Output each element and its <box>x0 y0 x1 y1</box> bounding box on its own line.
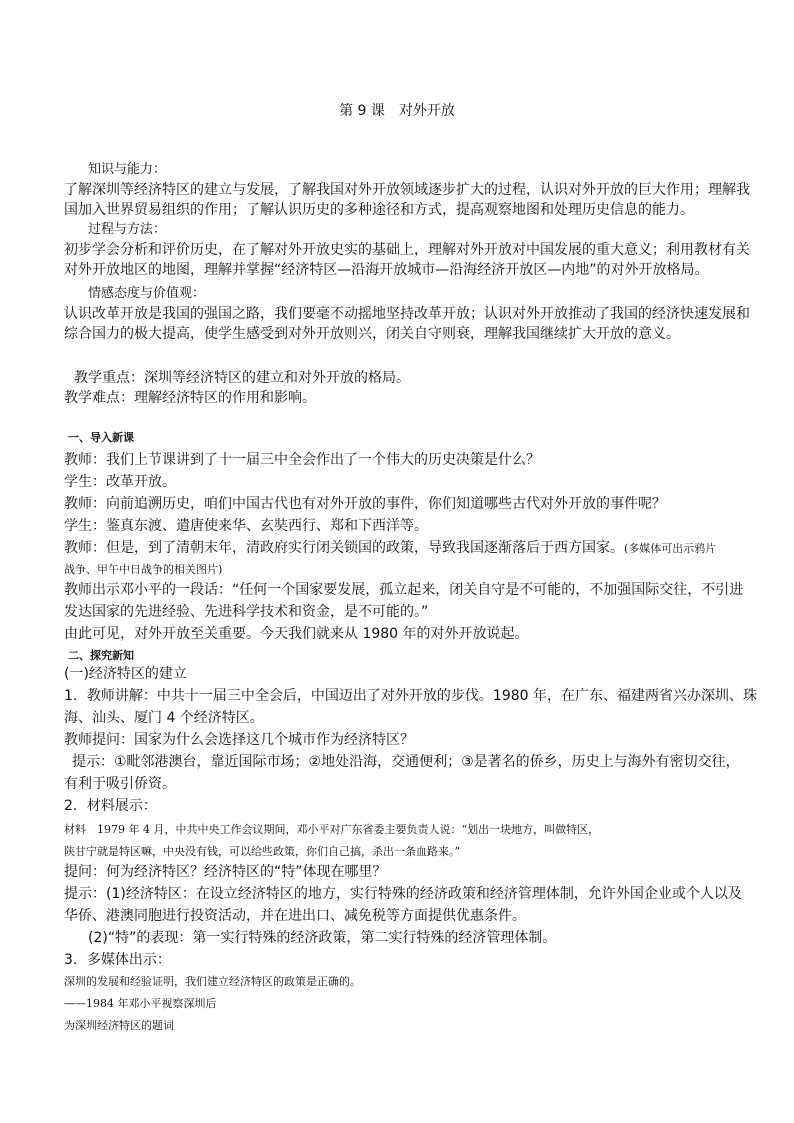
goal-heading-process: 过程与方法： <box>88 222 167 237</box>
section2-material-cont: 陕甘宁就是特区嘛，中央没有钱，可以给些政策，你们自己搞，杀出一条血路来。” <box>64 845 461 858</box>
section1-heading: 一、导入新课 <box>68 431 134 444</box>
section2-hint-2-cont: 华侨、港澳同胞进行投资活动，并在进出口、减免税等方面提供优惠条件。 <box>64 908 526 924</box>
goal-text-knowledge-1: 了解深圳等经济特区的建立与发展，了解我国对外开放领域逐步扩大的过程，认识对外开放的巨大作用；理解我 <box>64 182 750 198</box>
section2-material: 材料 1979 年 4 月，中共中央工作会议期间，邓小平对广东省委主要负责人说：“划出一块地方，叫做特区， <box>64 823 600 836</box>
goal-text-values-1: 认识改革开放是我国的强国之路，我们要毫不动摇地坚持改革开放；认识对外开放推动了我国的经济快速发展和 <box>64 306 750 322</box>
goal-text-process-2: 对外开放地区的地图，理解并掌握“经济特区—沿海开放城市—沿海经济开放区—内地”的对外开放格局。 <box>64 262 709 278</box>
section2-item-1: 1．教师讲解：中共十一届三中全会后，中国迈出了对外开放的步伐。1980 年，在广东、福建两省兴办深圳、珠 <box>64 688 757 704</box>
section2-quote-caption: 为深圳经济特区的题词 <box>64 1019 174 1032</box>
section1-line-5-cont: 战争、甲午中日战争的相关图片) <box>64 563 223 576</box>
goal-text-values-2: 综合国力的极大提高，使学生感受到对外开放则兴，闭关自守则衰，理解我国继续扩大开放的意义。 <box>64 326 680 342</box>
section1-line-6-cont: 发达国家的先进经验、先进科学技术和资金，是不可能的。” <box>64 604 429 620</box>
section2-subheading: (一)经济特区的建立 <box>64 666 187 682</box>
section2-item-3: 3．多媒体出示： <box>64 952 171 968</box>
goal-text-process-1: 初步学会分析和评价历史，在了解对外开放史实的基础上，理解对外开放对中国发展的重大意义；利用教材有关 <box>64 242 750 258</box>
section2-heading: 二、探究新知 <box>68 649 134 662</box>
section2-question-1: 教师提问：国家为什么会选择这几个城市作为经济特区？ <box>64 732 414 748</box>
section1-line-4: 学生：鉴真东渡、遣唐使来华、玄奘西行、郑和下西洋等。 <box>64 518 428 534</box>
goal-text-knowledge-2: 国加入世界贸易组织的作用；了解认识历史的多种途径和方式，提高观察地图和处理历史信息的能力。 <box>64 202 694 218</box>
section1-line-5 <box>64 538 784 559</box>
lesson-title: 第 9 课 对外开放 <box>339 103 455 119</box>
goal-heading-values: 情感态度与价值观： <box>88 286 206 301</box>
teaching-focus: 教学重点：深圳等经济特区的建立和对外开放的格局。 <box>74 370 410 386</box>
section1-line-3: 教师：向前追溯历史，咱们中国古代也有对外开放的事件，你们知道哪些古代对外开放的事件呢？ <box>64 496 666 512</box>
section2-quote-source: ——1984 年邓小平视察深圳后 <box>64 997 217 1010</box>
section2-item-1-cont: 海、汕头、厦门 4 个经济特区。 <box>64 710 264 726</box>
section1-line-7: 由此可见，对外开放至关重要。今天我们就来从 1980 年的对外开放说起。 <box>64 626 529 642</box>
section2-hint-1-cont: 有利于吸引侨资。 <box>64 776 176 792</box>
section2-question-2: 提问：何为经济特区？经济特区的“特”体现在哪里？ <box>64 864 387 880</box>
section2-quote: 深圳的发展和经验证明，我们建立经济特区的政策是正确的。 <box>64 975 361 988</box>
section1-line-5-text: 教师：但是，到了清朝末年，清政府实行闭关锁国的政策，导致我国逐渐落后于西方国家。 <box>64 540 624 556</box>
section1-line-2: 学生：改革开放。 <box>64 474 176 490</box>
goal-heading-knowledge: 知识与能力： <box>88 162 167 177</box>
section1-line-1: 教师：我们上节课讲到了十一届三中全会作出了一个伟大的历史决策是什么？ <box>64 452 540 468</box>
section2-hint-1: 提示：①毗邻港澳台，靠近国际市场；②地处沿海，交通便利；③是著名的侨乡，历史上与海外有密切交往， <box>72 754 740 770</box>
section1-line-6: 教师出示邓小平的一段话：“任何一个国家要发展，孤立起来，闭关自守是不可能的，不加强国际交往，不引进 <box>64 582 744 598</box>
section2-hint-2-special: (2)“特”的表现：第一实行特殊的经济政策，第二实行特殊的经济管理体制。 <box>88 930 557 946</box>
section1-line-5-note: (多媒体可出示鸦片 <box>624 542 717 555</box>
teaching-difficulty: 教学难点：理解经济特区的作用和影响。 <box>64 390 316 406</box>
section2-item-2: 2．材料展示： <box>64 798 157 814</box>
section2-hint-2: 提示：(1)经济特区：在设立经济特区的地方，实行特殊的经济政策和经济管理体制，允许外国企业或个人以及 <box>64 886 742 902</box>
